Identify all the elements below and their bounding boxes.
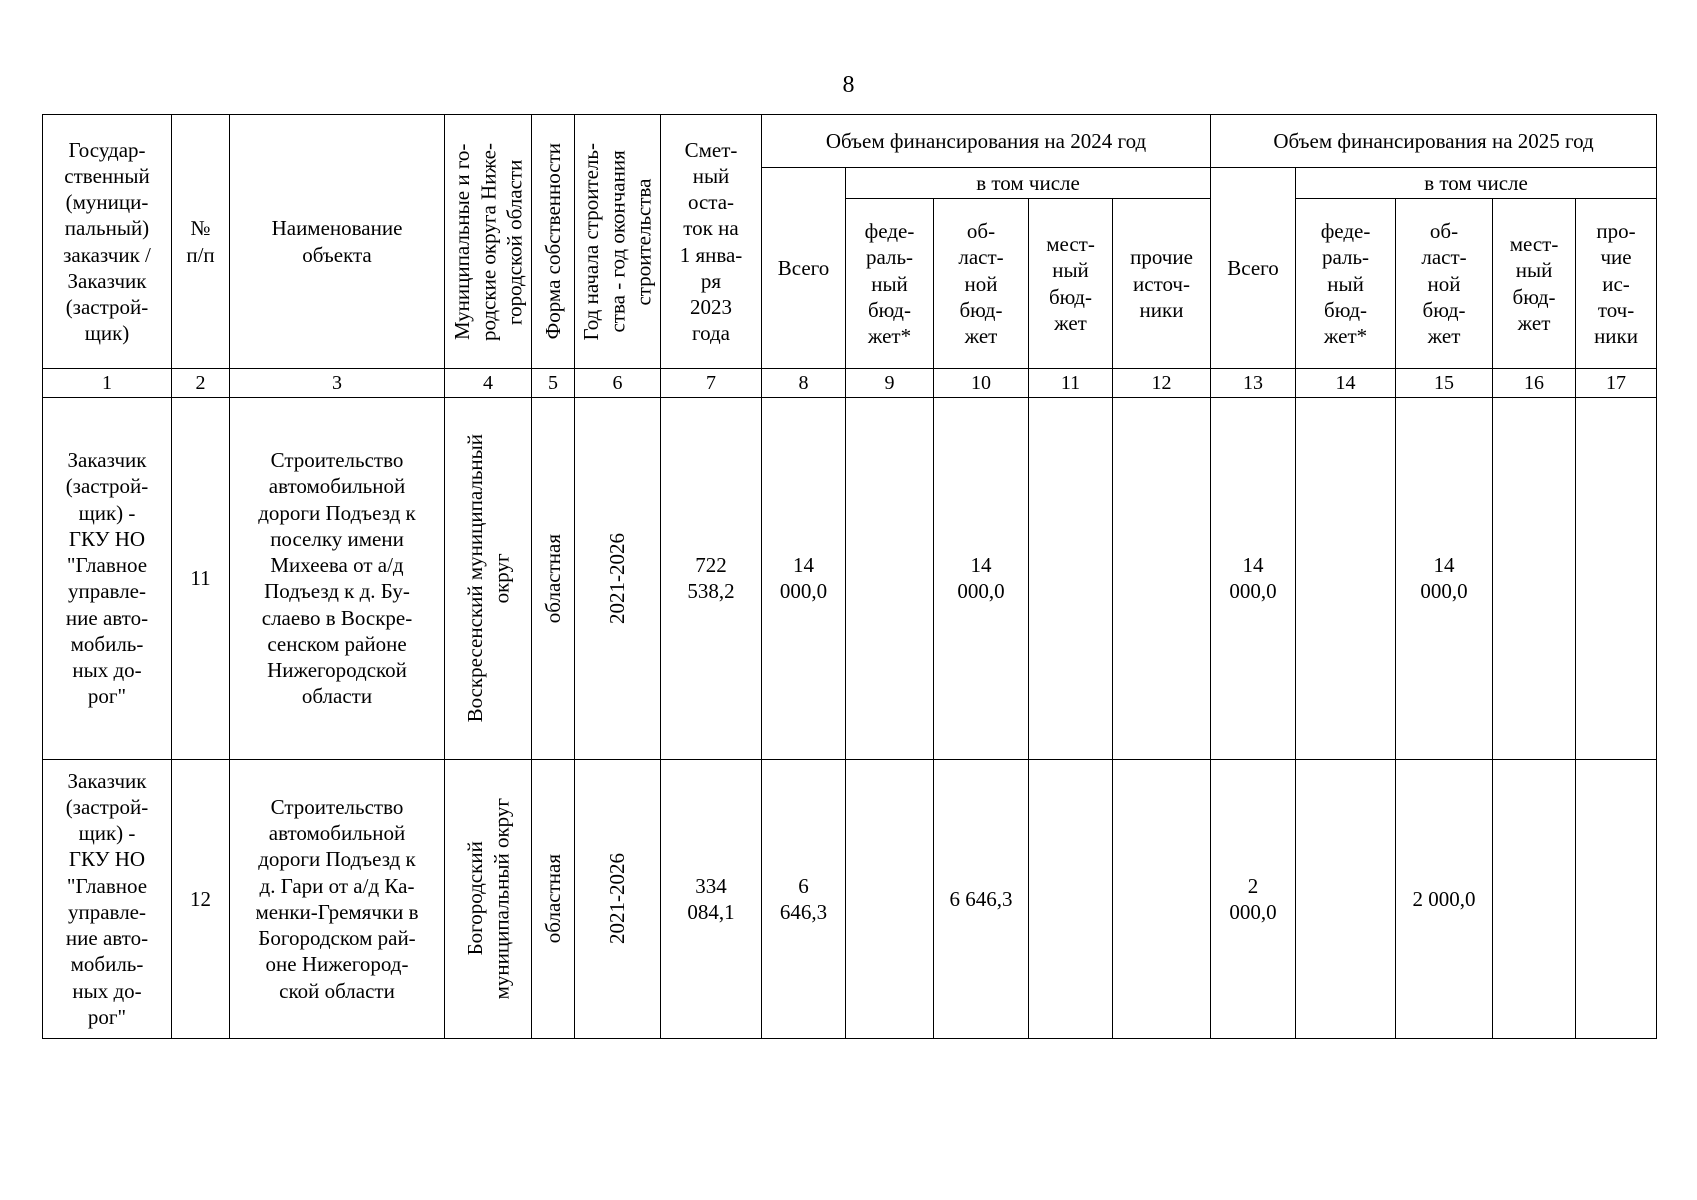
row-estimate: 722 538,2 bbox=[661, 398, 762, 759]
column-number: 4 bbox=[445, 369, 532, 398]
row-fed-2024 bbox=[846, 398, 934, 759]
row-reg-2025: 14 000,0 bbox=[1396, 398, 1493, 759]
header-years: Год начала строитель- ства - год окончания строительства bbox=[575, 115, 661, 369]
row-years: 2021-2026 bbox=[575, 398, 661, 759]
header-incl-2025: в том числе bbox=[1296, 168, 1657, 199]
row-number: 11 bbox=[172, 398, 230, 759]
header-loc-2025: мест- ный бюд- жет bbox=[1493, 199, 1576, 369]
page-number: 8 bbox=[842, 72, 855, 98]
column-number: 11 bbox=[1029, 369, 1113, 398]
header-ownership: Форма собственности bbox=[532, 115, 575, 369]
column-number: 13 bbox=[1211, 369, 1296, 398]
row-total-2025: 14 000,0 bbox=[1211, 398, 1296, 759]
header-total-2024: Всего bbox=[762, 168, 846, 369]
header-oth-2024: прочие источ- ники bbox=[1113, 199, 1211, 369]
row-fed-2025 bbox=[1296, 398, 1396, 759]
column-numbers-row bbox=[43, 369, 1657, 398]
column-number: 2 bbox=[172, 369, 230, 398]
row-reg-2025: 2 000,0 bbox=[1396, 759, 1493, 1038]
row-customer: Заказчик (застрой- щик) - ГКУ НО "Главное управле- ние авто- мобиль- ных до- рог" bbox=[43, 398, 172, 759]
row-object-name: Строительство автомобильной дороги Подъезд к д. Гари от а/д Ка- менки-Гремячки в Богородском рай- оне Нижегород- ской области bbox=[230, 759, 445, 1038]
header-reg-2025: об- ласт- ной бюд- жет bbox=[1396, 199, 1493, 369]
column-number: 14 bbox=[1296, 369, 1396, 398]
row-customer: Заказчик (застрой- щик) - ГКУ НО "Главное управле- ние авто- мобиль- ных до- рог" bbox=[43, 759, 172, 1038]
header-object-name: Наименование объекта bbox=[230, 115, 445, 369]
header-total-2025: Всего bbox=[1211, 168, 1296, 369]
header-fed-2025: феде- раль- ный бюд- жет* bbox=[1296, 199, 1396, 369]
row-oth-2025 bbox=[1576, 398, 1657, 759]
row-loc-2024 bbox=[1029, 759, 1113, 1038]
row-estimate: 334 084,1 bbox=[661, 759, 762, 1038]
column-number: 12 bbox=[1113, 369, 1211, 398]
row-number: 12 bbox=[172, 759, 230, 1038]
column-number: 10 bbox=[934, 369, 1029, 398]
row-total-2024: 14 000,0 bbox=[762, 398, 846, 759]
row-oth-2024 bbox=[1113, 398, 1211, 759]
header-row-groups bbox=[43, 115, 1657, 168]
row-object-name: Строительство автомобильной дороги Подъезд к поселку имени Михеева от а/д Подъезд к д. Бу- слаево в Воскре- сенском районе Нижегородской области bbox=[230, 398, 445, 759]
row-ownership: областная bbox=[532, 759, 575, 1038]
row-fed-2024 bbox=[846, 759, 934, 1038]
header-group-2024: Объем финансирования на 2024 год bbox=[762, 115, 1211, 168]
column-number: 15 bbox=[1396, 369, 1493, 398]
header-number: № п/п bbox=[172, 115, 230, 369]
row-reg-2024: 14 000,0 bbox=[934, 398, 1029, 759]
header-districts: Муниципальные и го- родские округа Ниже- городской области bbox=[445, 115, 532, 369]
column-number: 16 bbox=[1493, 369, 1576, 398]
header-fed-2024: феде- раль- ный бюд- жет* bbox=[846, 199, 934, 369]
row-loc-2024 bbox=[1029, 398, 1113, 759]
row-district: Воскресенский муниципальный округ bbox=[445, 398, 532, 759]
table-row bbox=[43, 759, 1657, 1038]
header-loc-2024: мест- ный бюд- жет bbox=[1029, 199, 1113, 369]
column-number: 9 bbox=[846, 369, 934, 398]
header-estimate: Смет- ный оста- ток на 1 янва- ря 2023 года bbox=[661, 115, 762, 369]
header-reg-2024: об- ласт- ной бюд- жет bbox=[934, 199, 1029, 369]
row-total-2025: 2 000,0 bbox=[1211, 759, 1296, 1038]
row-ownership: областная bbox=[532, 398, 575, 759]
row-fed-2025 bbox=[1296, 759, 1396, 1038]
header-oth-2025: про- чие ис- точ- ники bbox=[1576, 199, 1657, 369]
column-number: 6 bbox=[575, 369, 661, 398]
row-loc-2025 bbox=[1493, 398, 1576, 759]
column-number: 5 bbox=[532, 369, 575, 398]
column-number: 3 bbox=[230, 369, 445, 398]
column-number: 8 bbox=[762, 369, 846, 398]
column-number: 17 bbox=[1576, 369, 1657, 398]
header-customer: Государ- ственный (муници- пальный) заказчик / Заказчик (застрой- щик) bbox=[43, 115, 172, 369]
header-incl-2024: в том числе bbox=[846, 168, 1211, 199]
row-reg-2024: 6 646,3 bbox=[934, 759, 1029, 1038]
row-total-2024: 6 646,3 bbox=[762, 759, 846, 1038]
row-years: 2021-2026 bbox=[575, 759, 661, 1038]
row-district: Богородский муниципальный округ bbox=[445, 759, 532, 1038]
column-number: 7 bbox=[661, 369, 762, 398]
financing-table bbox=[42, 114, 1657, 1039]
row-loc-2025 bbox=[1493, 759, 1576, 1038]
row-oth-2024 bbox=[1113, 759, 1211, 1038]
header-group-2025: Объем финансирования на 2025 год bbox=[1211, 115, 1657, 168]
column-number: 1 bbox=[43, 369, 172, 398]
table-row bbox=[43, 398, 1657, 759]
row-oth-2025 bbox=[1576, 759, 1657, 1038]
